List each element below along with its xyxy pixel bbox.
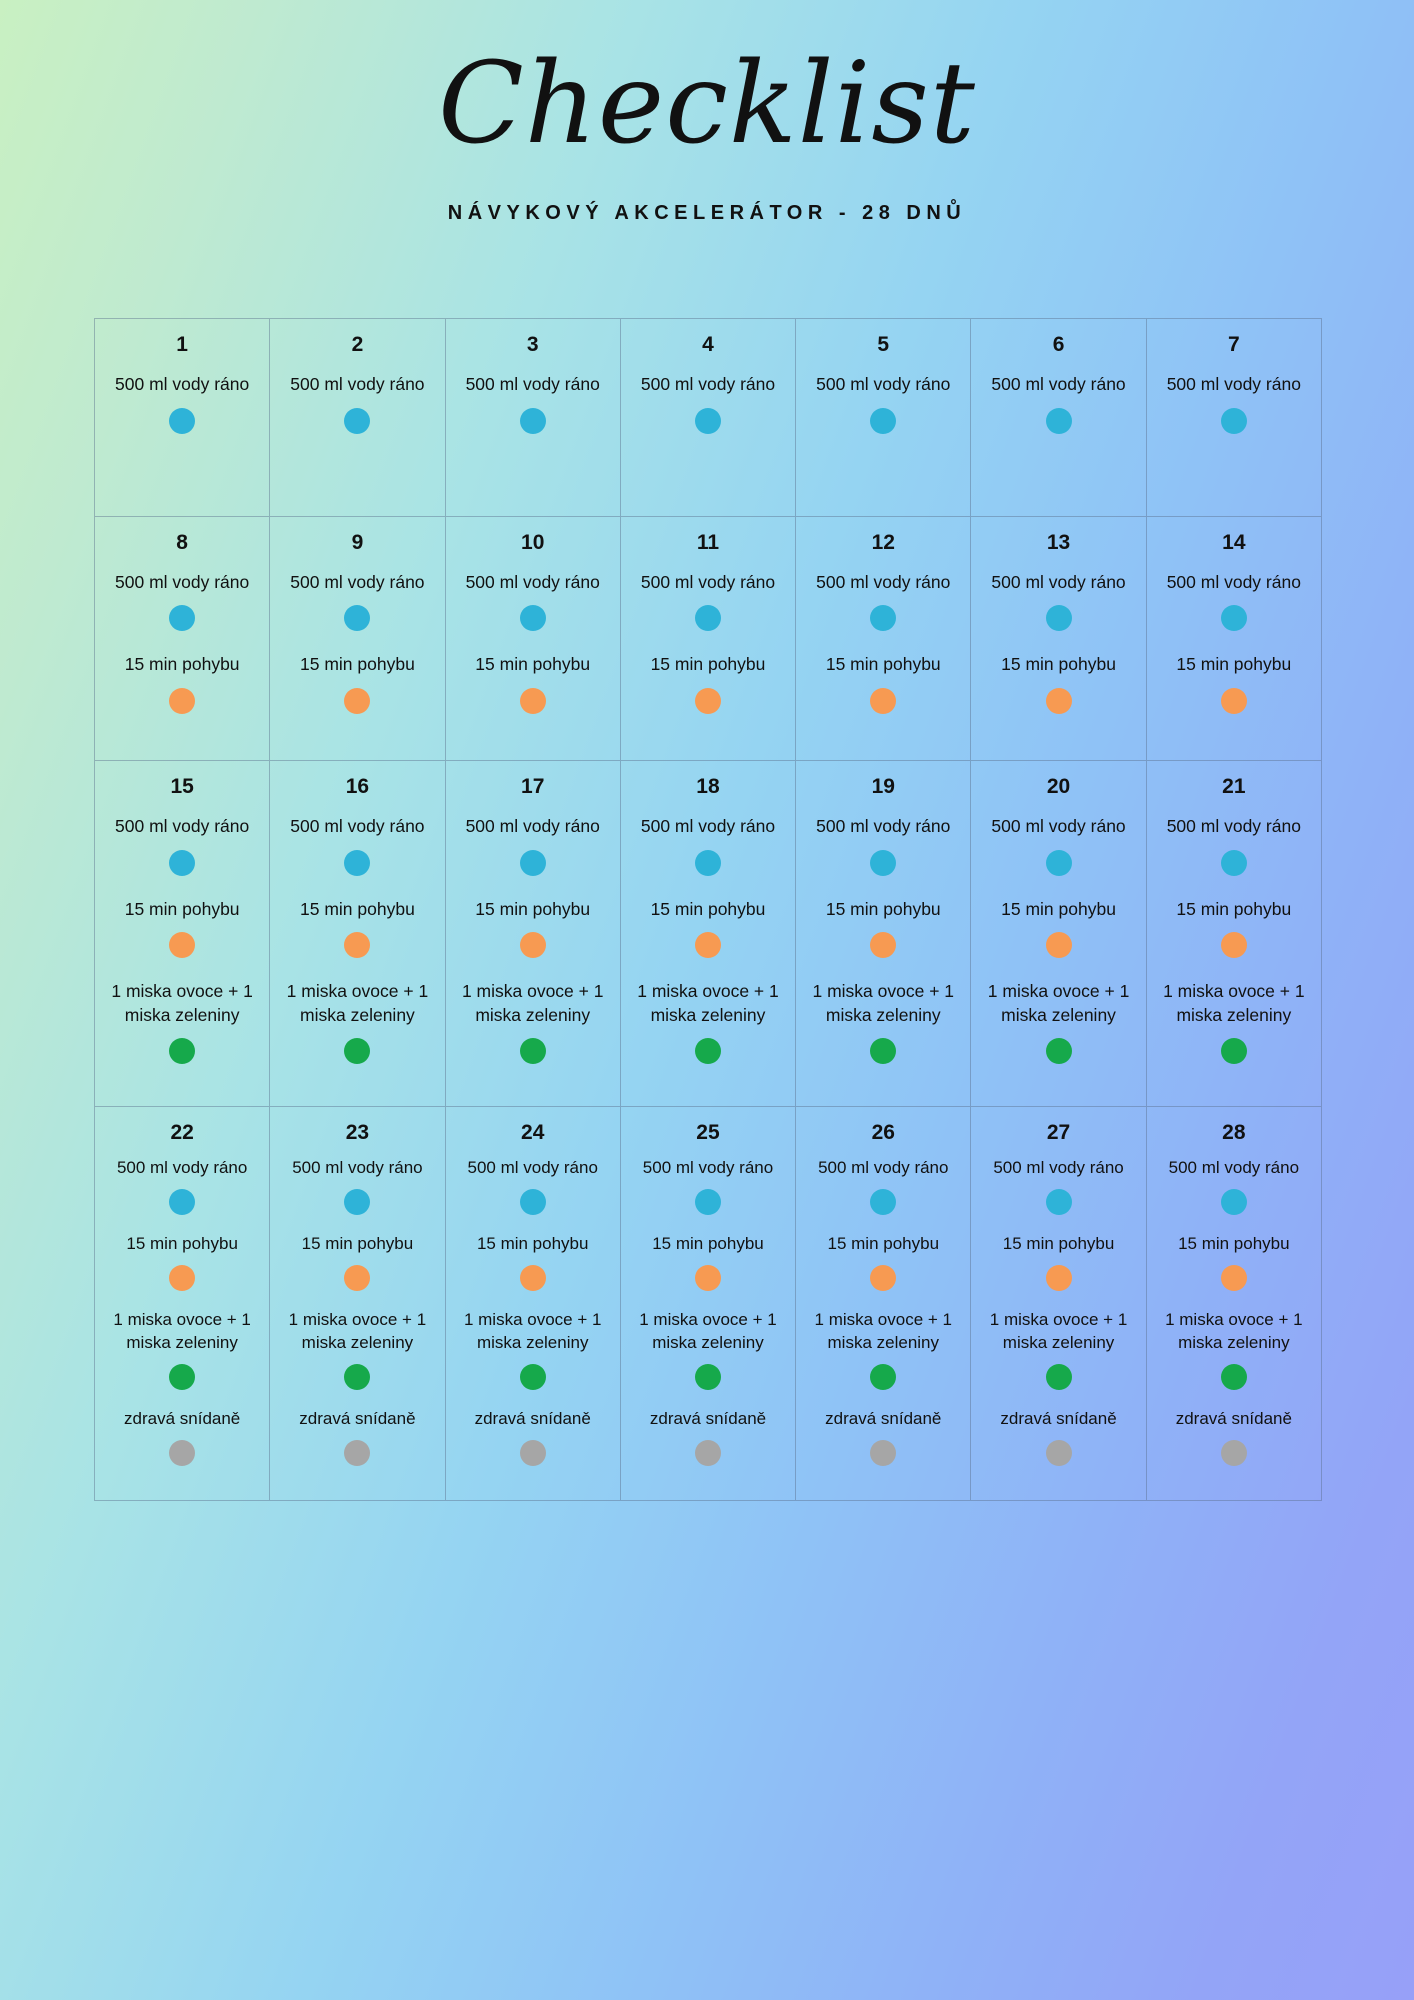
checkbox-dot-water[interactable] xyxy=(695,850,721,876)
task-movement xyxy=(454,1233,612,1303)
checkbox-dot-produce[interactable] xyxy=(344,1364,370,1390)
task-label: 500 ml vody ráno xyxy=(1168,1158,1300,1178)
day-number: 24 xyxy=(521,1121,545,1145)
task-label: 500 ml vody ráno xyxy=(465,815,600,836)
task-label: 1 miska ovoce + 1 miska zeleniny xyxy=(989,1310,1128,1353)
checkbox-dot-movement[interactable] xyxy=(169,688,195,714)
task-water xyxy=(278,571,436,648)
checklist-grid xyxy=(94,318,1322,1501)
task-water xyxy=(979,1157,1137,1227)
checkbox-dot-movement[interactable] xyxy=(169,932,195,958)
day-cell xyxy=(446,319,621,516)
checkbox-dot-movement[interactable] xyxy=(870,932,896,958)
checkbox-dot-water[interactable] xyxy=(344,605,370,631)
day-cell xyxy=(95,517,270,760)
task-movement xyxy=(629,898,787,975)
day-cell xyxy=(796,1107,971,1500)
task-label: 500 ml vody ráno xyxy=(292,1158,423,1178)
task-label: 500 ml vody ráno xyxy=(993,1158,1124,1178)
checkbox-dot-movement[interactable] xyxy=(1046,1265,1072,1291)
day-number: 4 xyxy=(702,333,714,356)
checkbox-dot-water[interactable] xyxy=(169,1189,195,1215)
task-label: 15 min pohybu xyxy=(300,654,415,675)
task-label: 15 min pohybu xyxy=(124,654,240,675)
task-label: zdravá snídaně xyxy=(299,1409,416,1429)
task-label: 500 ml vody ráno xyxy=(818,1158,949,1178)
task-produce xyxy=(278,1309,436,1402)
task-label: 500 ml vody ráno xyxy=(640,815,776,836)
page-title: Checklist xyxy=(438,39,976,169)
checkbox-dot-movement[interactable] xyxy=(344,1265,370,1291)
task-label: 500 ml vody ráno xyxy=(115,571,250,592)
task-produce xyxy=(1155,980,1313,1080)
day-number: 20 xyxy=(1046,774,1071,798)
day-cell xyxy=(270,319,445,516)
task-water xyxy=(804,1157,962,1227)
checkbox-dot-produce[interactable] xyxy=(520,1038,546,1064)
day-number: 27 xyxy=(1046,1121,1071,1145)
task-label: 15 min pohybu xyxy=(476,1234,589,1254)
checkbox-dot-water[interactable] xyxy=(1221,1189,1247,1215)
task-movement xyxy=(979,898,1137,975)
checkbox-dot-water[interactable] xyxy=(1046,850,1072,876)
task-produce xyxy=(1155,1309,1313,1402)
day-number: 14 xyxy=(1222,530,1246,554)
task-label: 15 min pohybu xyxy=(827,1234,940,1254)
task-label: 15 min pohybu xyxy=(825,654,941,675)
task-water xyxy=(454,571,612,648)
day-number: 10 xyxy=(521,530,545,554)
task-label: 500 ml vody ráno xyxy=(642,1158,774,1178)
task-label: 1 miska ovoce + 1 miska zeleniny xyxy=(288,1310,427,1353)
task-movement xyxy=(629,1233,787,1303)
checkbox-dot-produce[interactable] xyxy=(169,1364,195,1390)
checkbox-dot-movement[interactable] xyxy=(520,932,546,958)
day-number: 11 xyxy=(696,530,720,554)
checkbox-dot-water[interactable] xyxy=(520,408,546,434)
checkbox-dot-breakfast[interactable] xyxy=(344,1440,370,1466)
day-cell xyxy=(621,761,796,1107)
day-number: 13 xyxy=(1046,530,1071,554)
checkbox-dot-water[interactable] xyxy=(169,850,195,876)
task-label: 15 min pohybu xyxy=(825,898,941,919)
day-number: 8 xyxy=(176,530,188,554)
checkbox-dot-produce[interactable] xyxy=(1046,1364,1072,1390)
task-movement xyxy=(1155,653,1313,730)
checkbox-dot-produce[interactable] xyxy=(870,1364,896,1390)
checkbox-dot-movement[interactable] xyxy=(695,688,721,714)
task-produce xyxy=(629,1309,787,1402)
task-water xyxy=(103,373,261,450)
day-cell xyxy=(796,761,971,1107)
task-movement xyxy=(103,898,261,975)
task-breakfast xyxy=(804,1408,962,1478)
checkbox-dot-water[interactable] xyxy=(695,1189,721,1215)
checkbox-dot-produce[interactable] xyxy=(344,1038,370,1064)
task-water xyxy=(454,815,612,892)
task-label: 500 ml vody ráno xyxy=(115,815,250,836)
day-number: 28 xyxy=(1222,1121,1246,1145)
checkbox-dot-movement[interactable] xyxy=(344,688,370,714)
task-label: 500 ml vody ráno xyxy=(465,571,600,592)
task-label: 15 min pohybu xyxy=(1176,654,1292,675)
task-water xyxy=(629,571,787,648)
checkbox-dot-produce[interactable] xyxy=(870,1038,896,1064)
task-label: 15 min pohybu xyxy=(650,654,766,675)
day-number: 23 xyxy=(345,1121,370,1145)
day-cell xyxy=(971,1107,1146,1500)
day-cell xyxy=(1147,319,1321,516)
task-water xyxy=(278,1157,436,1227)
day-cell xyxy=(621,319,796,516)
task-produce xyxy=(629,980,787,1080)
day-cell xyxy=(446,1107,621,1500)
day-cell xyxy=(1147,761,1321,1107)
week-row xyxy=(95,319,1321,517)
task-label: 500 ml vody ráno xyxy=(116,1158,248,1178)
task-produce xyxy=(454,1309,612,1402)
task-label: 15 min pohybu xyxy=(650,898,766,919)
checkbox-dot-water[interactable] xyxy=(169,605,195,631)
checkbox-dot-movement[interactable] xyxy=(1221,688,1247,714)
task-label: 1 miska ovoce + 1 miska zeleniny xyxy=(286,981,429,1025)
task-breakfast xyxy=(979,1408,1137,1478)
day-cell xyxy=(446,517,621,760)
task-water xyxy=(979,815,1137,892)
task-label: 15 min pohybu xyxy=(652,1234,764,1254)
checkbox-dot-water[interactable] xyxy=(870,605,896,631)
task-label: zdravá snídaně xyxy=(649,1409,767,1429)
task-movement xyxy=(804,1233,962,1303)
task-movement xyxy=(278,1233,436,1303)
task-movement xyxy=(979,1233,1137,1303)
task-water xyxy=(1155,373,1313,450)
day-cell xyxy=(95,319,270,516)
day-cell xyxy=(270,517,445,760)
task-label: 500 ml vody ráno xyxy=(816,374,951,394)
task-water xyxy=(979,571,1137,648)
task-label: 500 ml vody ráno xyxy=(467,1158,598,1178)
task-label: 15 min pohybu xyxy=(124,898,240,919)
task-movement xyxy=(103,653,261,730)
checkbox-dot-produce[interactable] xyxy=(520,1364,546,1390)
checkbox-dot-produce[interactable] xyxy=(695,1038,721,1064)
checkbox-dot-water[interactable] xyxy=(1046,408,1072,434)
task-label: 1 miska ovoce + 1 miska zeleniny xyxy=(987,981,1130,1025)
checkbox-dot-movement[interactable] xyxy=(870,1265,896,1291)
checkbox-dot-water[interactable] xyxy=(520,1189,546,1215)
task-movement xyxy=(454,898,612,975)
checkbox-dot-breakfast[interactable] xyxy=(870,1440,896,1466)
task-produce xyxy=(979,1309,1137,1402)
task-label: 500 ml vody ráno xyxy=(465,374,600,394)
day-number: 18 xyxy=(696,774,720,798)
day-number: 7 xyxy=(1227,333,1240,356)
task-movement xyxy=(454,653,612,730)
checkbox-dot-produce[interactable] xyxy=(695,1364,721,1390)
week-row xyxy=(95,761,1321,1108)
task-water xyxy=(979,373,1137,450)
task-water xyxy=(454,373,612,450)
checkbox-dot-water[interactable] xyxy=(1221,605,1247,631)
checkbox-dot-breakfast[interactable] xyxy=(695,1440,721,1466)
task-label: 500 ml vody ráno xyxy=(640,374,776,394)
task-label: 500 ml vody ráno xyxy=(1166,815,1301,836)
task-label: zdravá snídaně xyxy=(474,1409,591,1429)
task-water xyxy=(1155,571,1313,648)
task-label: 15 min pohybu xyxy=(126,1234,238,1254)
checkbox-dot-movement[interactable] xyxy=(520,1265,546,1291)
checkbox-dot-water[interactable] xyxy=(870,1189,896,1215)
week-row xyxy=(95,517,1321,761)
task-produce xyxy=(454,980,612,1080)
checkbox-dot-produce[interactable] xyxy=(1221,1364,1247,1390)
day-number: 25 xyxy=(696,1121,720,1145)
checkbox-dot-water[interactable] xyxy=(344,408,370,434)
checkbox-dot-produce[interactable] xyxy=(1221,1038,1247,1064)
task-produce xyxy=(804,1309,962,1402)
day-number: 21 xyxy=(1222,774,1246,798)
day-number: 9 xyxy=(351,530,364,554)
checkbox-dot-water[interactable] xyxy=(695,605,721,631)
task-label: 500 ml vody ráno xyxy=(1166,571,1301,592)
task-label: 500 ml vody ráno xyxy=(816,571,951,592)
checkbox-dot-movement[interactable] xyxy=(520,688,546,714)
checkbox-dot-movement[interactable] xyxy=(169,1265,195,1291)
day-cell xyxy=(1147,1107,1321,1500)
checkbox-dot-movement[interactable] xyxy=(1046,688,1072,714)
day-number: 16 xyxy=(345,774,370,798)
task-label: 500 ml vody ráno xyxy=(290,815,425,836)
task-produce xyxy=(103,980,261,1080)
task-movement xyxy=(103,1233,261,1303)
checkbox-dot-water[interactable] xyxy=(344,850,370,876)
task-label: 15 min pohybu xyxy=(1001,898,1116,919)
task-label: 15 min pohybu xyxy=(1001,654,1116,675)
task-label: 1 miska ovoce + 1 miska zeleniny xyxy=(1165,1310,1303,1353)
day-cell xyxy=(446,761,621,1107)
day-number: 22 xyxy=(170,1121,194,1145)
task-water xyxy=(804,815,962,892)
task-water xyxy=(278,373,436,450)
checkbox-dot-water[interactable] xyxy=(169,408,195,434)
task-label: 1 miska ovoce + 1 miska zeleniny xyxy=(1163,981,1305,1025)
task-label: 1 miska ovoce + 1 miska zeleniny xyxy=(639,1310,777,1353)
task-label: 500 ml vody ráno xyxy=(115,374,250,394)
day-cell xyxy=(796,517,971,760)
task-label: 1 miska ovoce + 1 miska zeleniny xyxy=(113,1310,251,1353)
checkbox-dot-movement[interactable] xyxy=(1221,1265,1247,1291)
task-movement xyxy=(804,653,962,730)
checkbox-dot-movement[interactable] xyxy=(1221,932,1247,958)
task-movement xyxy=(979,653,1137,730)
checkbox-dot-water[interactable] xyxy=(1221,408,1247,434)
task-movement xyxy=(278,653,436,730)
day-cell xyxy=(796,319,971,516)
day-cell xyxy=(95,761,270,1107)
day-cell xyxy=(621,517,796,760)
task-water xyxy=(1155,1157,1313,1227)
task-label: 1 miska ovoce + 1 miska zeleniny xyxy=(461,981,604,1025)
task-label: 1 miska ovoce + 1 miska zeleniny xyxy=(463,1310,602,1353)
day-number: 26 xyxy=(871,1121,895,1145)
task-label: 500 ml vody ráno xyxy=(640,571,776,592)
task-label: 1 miska ovoce + 1 miska zeleniny xyxy=(812,981,955,1025)
task-breakfast xyxy=(278,1408,436,1478)
task-movement xyxy=(629,653,787,730)
day-number: 12 xyxy=(871,530,895,554)
task-water xyxy=(629,815,787,892)
task-water xyxy=(1155,815,1313,892)
day-cell xyxy=(971,517,1146,760)
day-cell xyxy=(971,319,1146,516)
task-breakfast xyxy=(629,1408,787,1478)
day-cell xyxy=(1147,517,1321,760)
day-cell xyxy=(971,761,1146,1107)
task-breakfast xyxy=(103,1408,261,1478)
task-breakfast xyxy=(1155,1408,1313,1478)
task-movement xyxy=(1155,1233,1313,1303)
checkbox-dot-breakfast[interactable] xyxy=(520,1440,546,1466)
task-produce xyxy=(979,980,1137,1080)
task-label: zdravá snídaně xyxy=(124,1409,241,1429)
checkbox-dot-water[interactable] xyxy=(520,850,546,876)
task-label: 500 ml vody ráno xyxy=(991,815,1126,836)
day-number: 19 xyxy=(871,774,895,798)
checkbox-dot-movement[interactable] xyxy=(695,1265,721,1291)
day-cell xyxy=(270,1107,445,1500)
day-number: 17 xyxy=(521,774,545,798)
task-water xyxy=(804,571,962,648)
day-number: 5 xyxy=(877,333,890,356)
page-subtitle: NÁVYKOVÝ AKCELERÁTOR - 28 DNŮ xyxy=(447,202,967,224)
task-label: 15 min pohybu xyxy=(1002,1234,1115,1254)
task-movement xyxy=(1155,898,1313,975)
checkbox-dot-movement[interactable] xyxy=(870,688,896,714)
task-label: 500 ml vody ráno xyxy=(816,815,951,836)
checkbox-dot-water[interactable] xyxy=(344,1189,370,1215)
task-label: 15 min pohybu xyxy=(1176,898,1292,919)
task-produce xyxy=(103,1309,261,1402)
checkbox-dot-movement[interactable] xyxy=(1046,932,1072,958)
checkbox-dot-produce[interactable] xyxy=(1046,1038,1072,1064)
task-water xyxy=(454,1157,612,1227)
task-water xyxy=(278,815,436,892)
task-label: 500 ml vody ráno xyxy=(290,374,425,394)
task-water xyxy=(629,373,787,450)
day-number: 6 xyxy=(1052,333,1065,356)
checkbox-dot-movement[interactable] xyxy=(695,932,721,958)
checkbox-dot-breakfast[interactable] xyxy=(1046,1440,1072,1466)
task-water xyxy=(103,815,261,892)
day-cell xyxy=(621,1107,796,1500)
task-movement xyxy=(278,898,436,975)
task-water xyxy=(804,373,962,450)
task-label: zdravá snídaně xyxy=(825,1409,942,1429)
task-label: 500 ml vody ráno xyxy=(991,374,1126,394)
task-label: 15 min pohybu xyxy=(301,1234,414,1254)
task-label: 500 ml vody ráno xyxy=(991,571,1126,592)
task-label: 15 min pohybu xyxy=(300,898,415,919)
task-label: zdravá snídaně xyxy=(1000,1409,1117,1429)
task-label: 1 miska ovoce + 1 miska zeleniny xyxy=(814,1310,953,1353)
day-number: 1 xyxy=(176,333,188,356)
task-water xyxy=(103,1157,261,1227)
checkbox-dot-produce[interactable] xyxy=(169,1038,195,1064)
task-movement xyxy=(804,898,962,975)
task-label: 1 miska ovoce + 1 miska zeleniny xyxy=(111,981,253,1025)
checkbox-dot-water[interactable] xyxy=(870,850,896,876)
week-row xyxy=(95,1107,1321,1500)
task-label: 15 min pohybu xyxy=(475,654,591,675)
task-label: 500 ml vody ráno xyxy=(290,571,425,592)
day-number: 2 xyxy=(351,333,364,356)
checkbox-dot-breakfast[interactable] xyxy=(169,1440,195,1466)
task-label: zdravá snídaně xyxy=(1175,1409,1292,1429)
task-water xyxy=(103,571,261,648)
day-cell xyxy=(270,761,445,1107)
day-number: 15 xyxy=(170,774,194,798)
checkbox-dot-breakfast[interactable] xyxy=(1221,1440,1247,1466)
day-cell xyxy=(95,1107,270,1500)
task-label: 500 ml vody ráno xyxy=(1166,374,1301,394)
checkbox-dot-water[interactable] xyxy=(1046,1189,1072,1215)
task-water xyxy=(629,1157,787,1227)
day-number: 3 xyxy=(526,333,539,356)
checkbox-dot-water[interactable] xyxy=(870,408,896,434)
task-label: 15 min pohybu xyxy=(1178,1234,1290,1254)
checkbox-dot-water[interactable] xyxy=(695,408,721,434)
checkbox-dot-water[interactable] xyxy=(1046,605,1072,631)
checkbox-dot-water[interactable] xyxy=(1221,850,1247,876)
checkbox-dot-water[interactable] xyxy=(520,605,546,631)
task-produce xyxy=(278,980,436,1080)
task-produce xyxy=(804,980,962,1080)
task-label: 1 miska ovoce + 1 miska zeleniny xyxy=(637,981,779,1025)
checkbox-dot-movement[interactable] xyxy=(344,932,370,958)
task-label: 15 min pohybu xyxy=(475,898,591,919)
task-breakfast xyxy=(454,1408,612,1478)
